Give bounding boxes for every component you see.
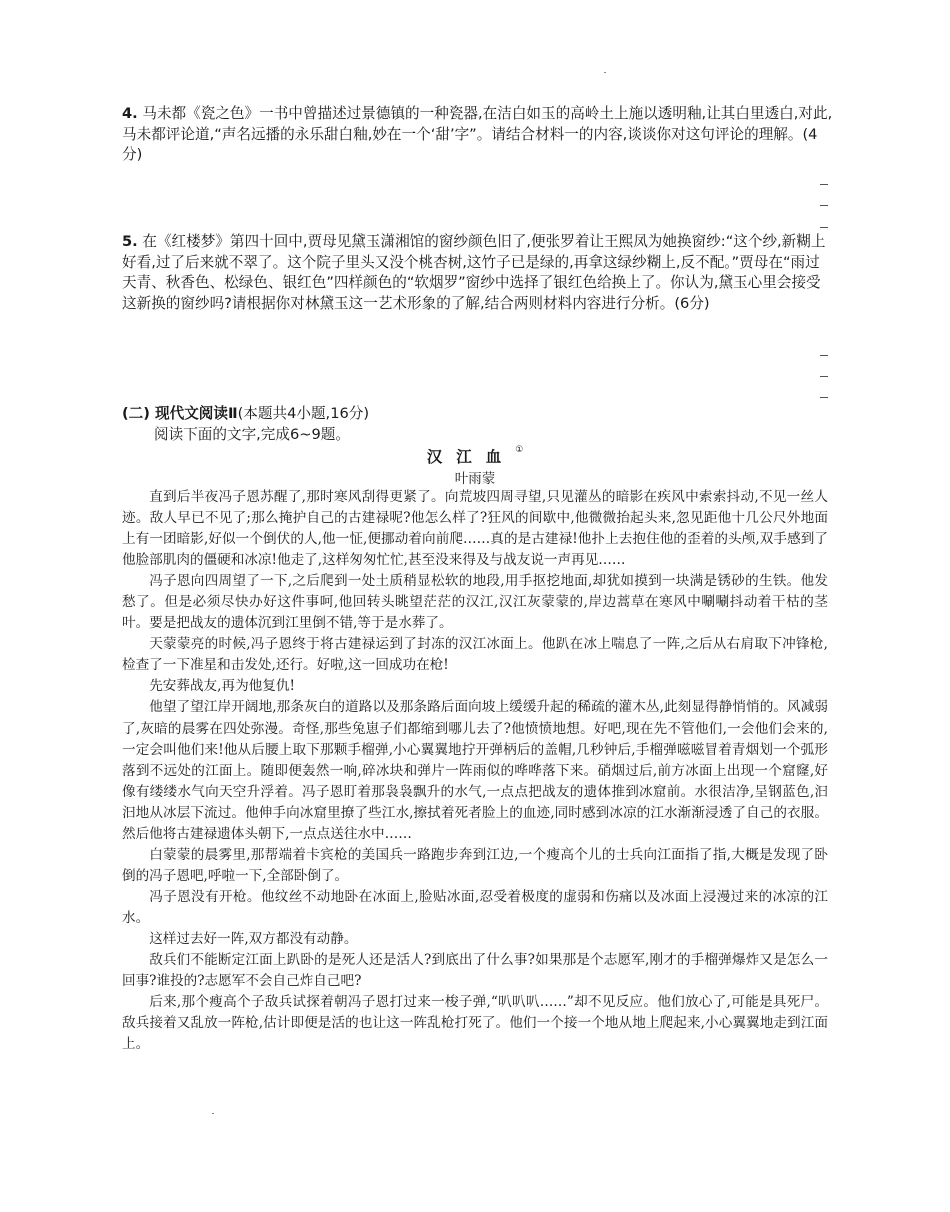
question-4-number: 4. bbox=[122, 105, 138, 122]
article-paragraph: 他望了望江岸开阔地,那条灰白的道路以及那条路后面向坡上缓缓升起的稀疏的灌木丛,此刻显得静悄悄的。风减弱了,灰暗的晨雾在四处弥漫。奇怪,那些兔崽子们都缩到哪儿去了?他愤愤地想。好吧,现在先不管他们,一会他们会来的,一定会叫他们来!他从后腰上取下那颗手榴弹,小心翼翼地拧开弹柄后的盖帽,几秒钟后,手榴弹嗞嗞冒着青烟划一个弧形落到不远处的江面上。随即便轰然一响,碎冰块和弹片一阵雨似的哗哗落下来。硝烟过后,前方冰面上出现一个窟窿,好像有缕缕水气向天空升浮着。冯子恩盯着那袅袅飘升的水气,一点点把战友的遗体推到冰窟前。水很洁净,呈钢蓝色,汩汩地从冰层下流过。他伸手向冰窟里撩了些江水,擦拭着死者脸上的血迹,同时感到冰凉的江水渐渐浸透了自己的衣服。然后他将古建禄遗体头朝下,一点点送往水中…… bbox=[122, 699, 828, 842]
answer-line-mark bbox=[820, 355, 828, 356]
answer-line-mark bbox=[820, 376, 828, 377]
article-body bbox=[122, 487, 828, 1055]
article-title bbox=[0, 445, 950, 467]
question-4-text: 马未都《瓷之色》一书中曾描述过景德镇的一种瓷器,在洁白如玉的高岭土上施以透明釉,让其白里透白,对此,马未都评论道,“声名远播的永乐甜白釉,妙在一个‘甜’字”。请结合材料一的内容,谈谈你对这句评论的理解。(4分) bbox=[122, 105, 833, 163]
section-heading: (二) 现代文阅读Ⅱ bbox=[122, 405, 238, 422]
section-note: (本题共4小题,16分) bbox=[237, 405, 370, 422]
article-paragraph: 冯子恩没有开枪。他纹丝不动地卧在冰面上,脸贴冰面,忍受着极度的虚弱和伤痛以及冰面上浸漫过来的冰凉的江水。 bbox=[122, 888, 828, 926]
answer-line-mark bbox=[820, 227, 828, 228]
article-paragraph: 天蒙蒙亮的时候,冯子恩终于将古建禄运到了封冻的汉江冰面上。他趴在冰上喘息了一阵,之后从右肩取下冲锋枪,检查了一下准星和击发处,还行。好啦,这一回成功在枪! bbox=[122, 636, 828, 674]
page-speck bbox=[212, 1113, 214, 1114]
article-paragraph: 这样过去好一阵,双方都没有动静。 bbox=[149, 930, 358, 947]
article-title-text: 汉江血 bbox=[426, 448, 516, 466]
answer-line-mark bbox=[820, 397, 828, 398]
section-header bbox=[122, 404, 369, 424]
footnote-mark: ① bbox=[515, 445, 524, 455]
article-paragraph: 直到后半夜冯子恩苏醒了,那时寒风刮得更紧了。向荒坡四周寻望,只见灌丛的暗影在疾风中索索抖动,不见一丝人迹。敌人早已不见了;那么掩护自己的古建禄呢?他怎么样了?狂风的间歇中,他微微抬起头来,忽见距他十几公尺外地面上有一团暗影,好似一个倒伏的人,他一怔,便挪动着向前爬……真的是古建禄!他扑上去抱住他的歪着的头颅,双手感到了他脸部肌肉的僵硬和冰凉!他走了,这样匆匆忙忙,甚至没来得及与战友说一声再见…… bbox=[122, 489, 828, 569]
answer-line-mark bbox=[820, 184, 828, 185]
article-paragraph: 后来,那个瘦高个子敌兵试探着朝冯子恩打过来一梭子弹,“叭叭叭……”却不见反应。他们放心了,可能是具死尸。敌兵接着又乱放一阵枪,估计即便是活的也让这一阵乱枪打死了。他们一个接一个地从地上爬起来,小心翼翼地走到江面上。 bbox=[122, 994, 828, 1053]
article-paragraph: 冯子恩向四周望了一下,之后爬到一处土质稍显松软的地段,用手抠挖地面,却犹如摸到一块满是锈砂的生铁。他发愁了。但是必须尽快办好这件事呵,他回转头眺望茫茫的汉江,汉江灰蒙蒙的,岸边蒿草在寒风中唰唰抖动着干枯的茎叶。要是把战友的遗体沉到江里倒不错,等于是水葬了。 bbox=[122, 573, 828, 632]
answer-line-mark bbox=[820, 205, 828, 206]
question-5 bbox=[122, 232, 834, 314]
question-5-number: 5. bbox=[122, 233, 138, 250]
section-instruction: 阅读下面的文字,完成6~9题。 bbox=[154, 426, 350, 443]
article-author: 叶雨蒙 bbox=[454, 471, 496, 487]
article-paragraph: 先安葬战友,再为他复仇! bbox=[149, 678, 295, 695]
page-speck bbox=[604, 72, 606, 73]
question-4 bbox=[122, 104, 834, 166]
article-paragraph: 白蒙蒙的晨雾里,那帮端着卡宾枪的美国兵一路跑步奔到江边,一个瘦高个儿的士兵向江面指了指,大概是发现了卧倒的冯子恩吧,呼啦一下,全部卧倒了。 bbox=[122, 846, 828, 884]
question-5-text: 在《红楼梦》第四十回中,贾母见黛玉潇湘馆的窗纱颜色旧了,便张罗着让王熙凤为她换窗纱:“这个纱,新糊上好看,过了后来就不翠了。这个院子里头又没个桃杏树,这竹子已是绿的,再拿这绿纱糊上,反不配。”贾母在“雨过天青、秋香色、松绿色、银红色”四样颜色的“软烟罗”窗纱中选择了银红色给换上了。你认为,黛玉心里会接受这新换的窗纱吗?请根据你对林黛玉这一艺术形象的了解,结合两则材料内容进行分析。(6分) bbox=[122, 233, 826, 312]
article-paragraph: 敌兵们不能断定江面上趴卧的是死人还是活人?到底出了什么事?如果那是个志愿军,刚才的手榴弹爆炸又是怎么一回事?谁投的?志愿军不会自己炸自己吧? bbox=[122, 952, 828, 990]
